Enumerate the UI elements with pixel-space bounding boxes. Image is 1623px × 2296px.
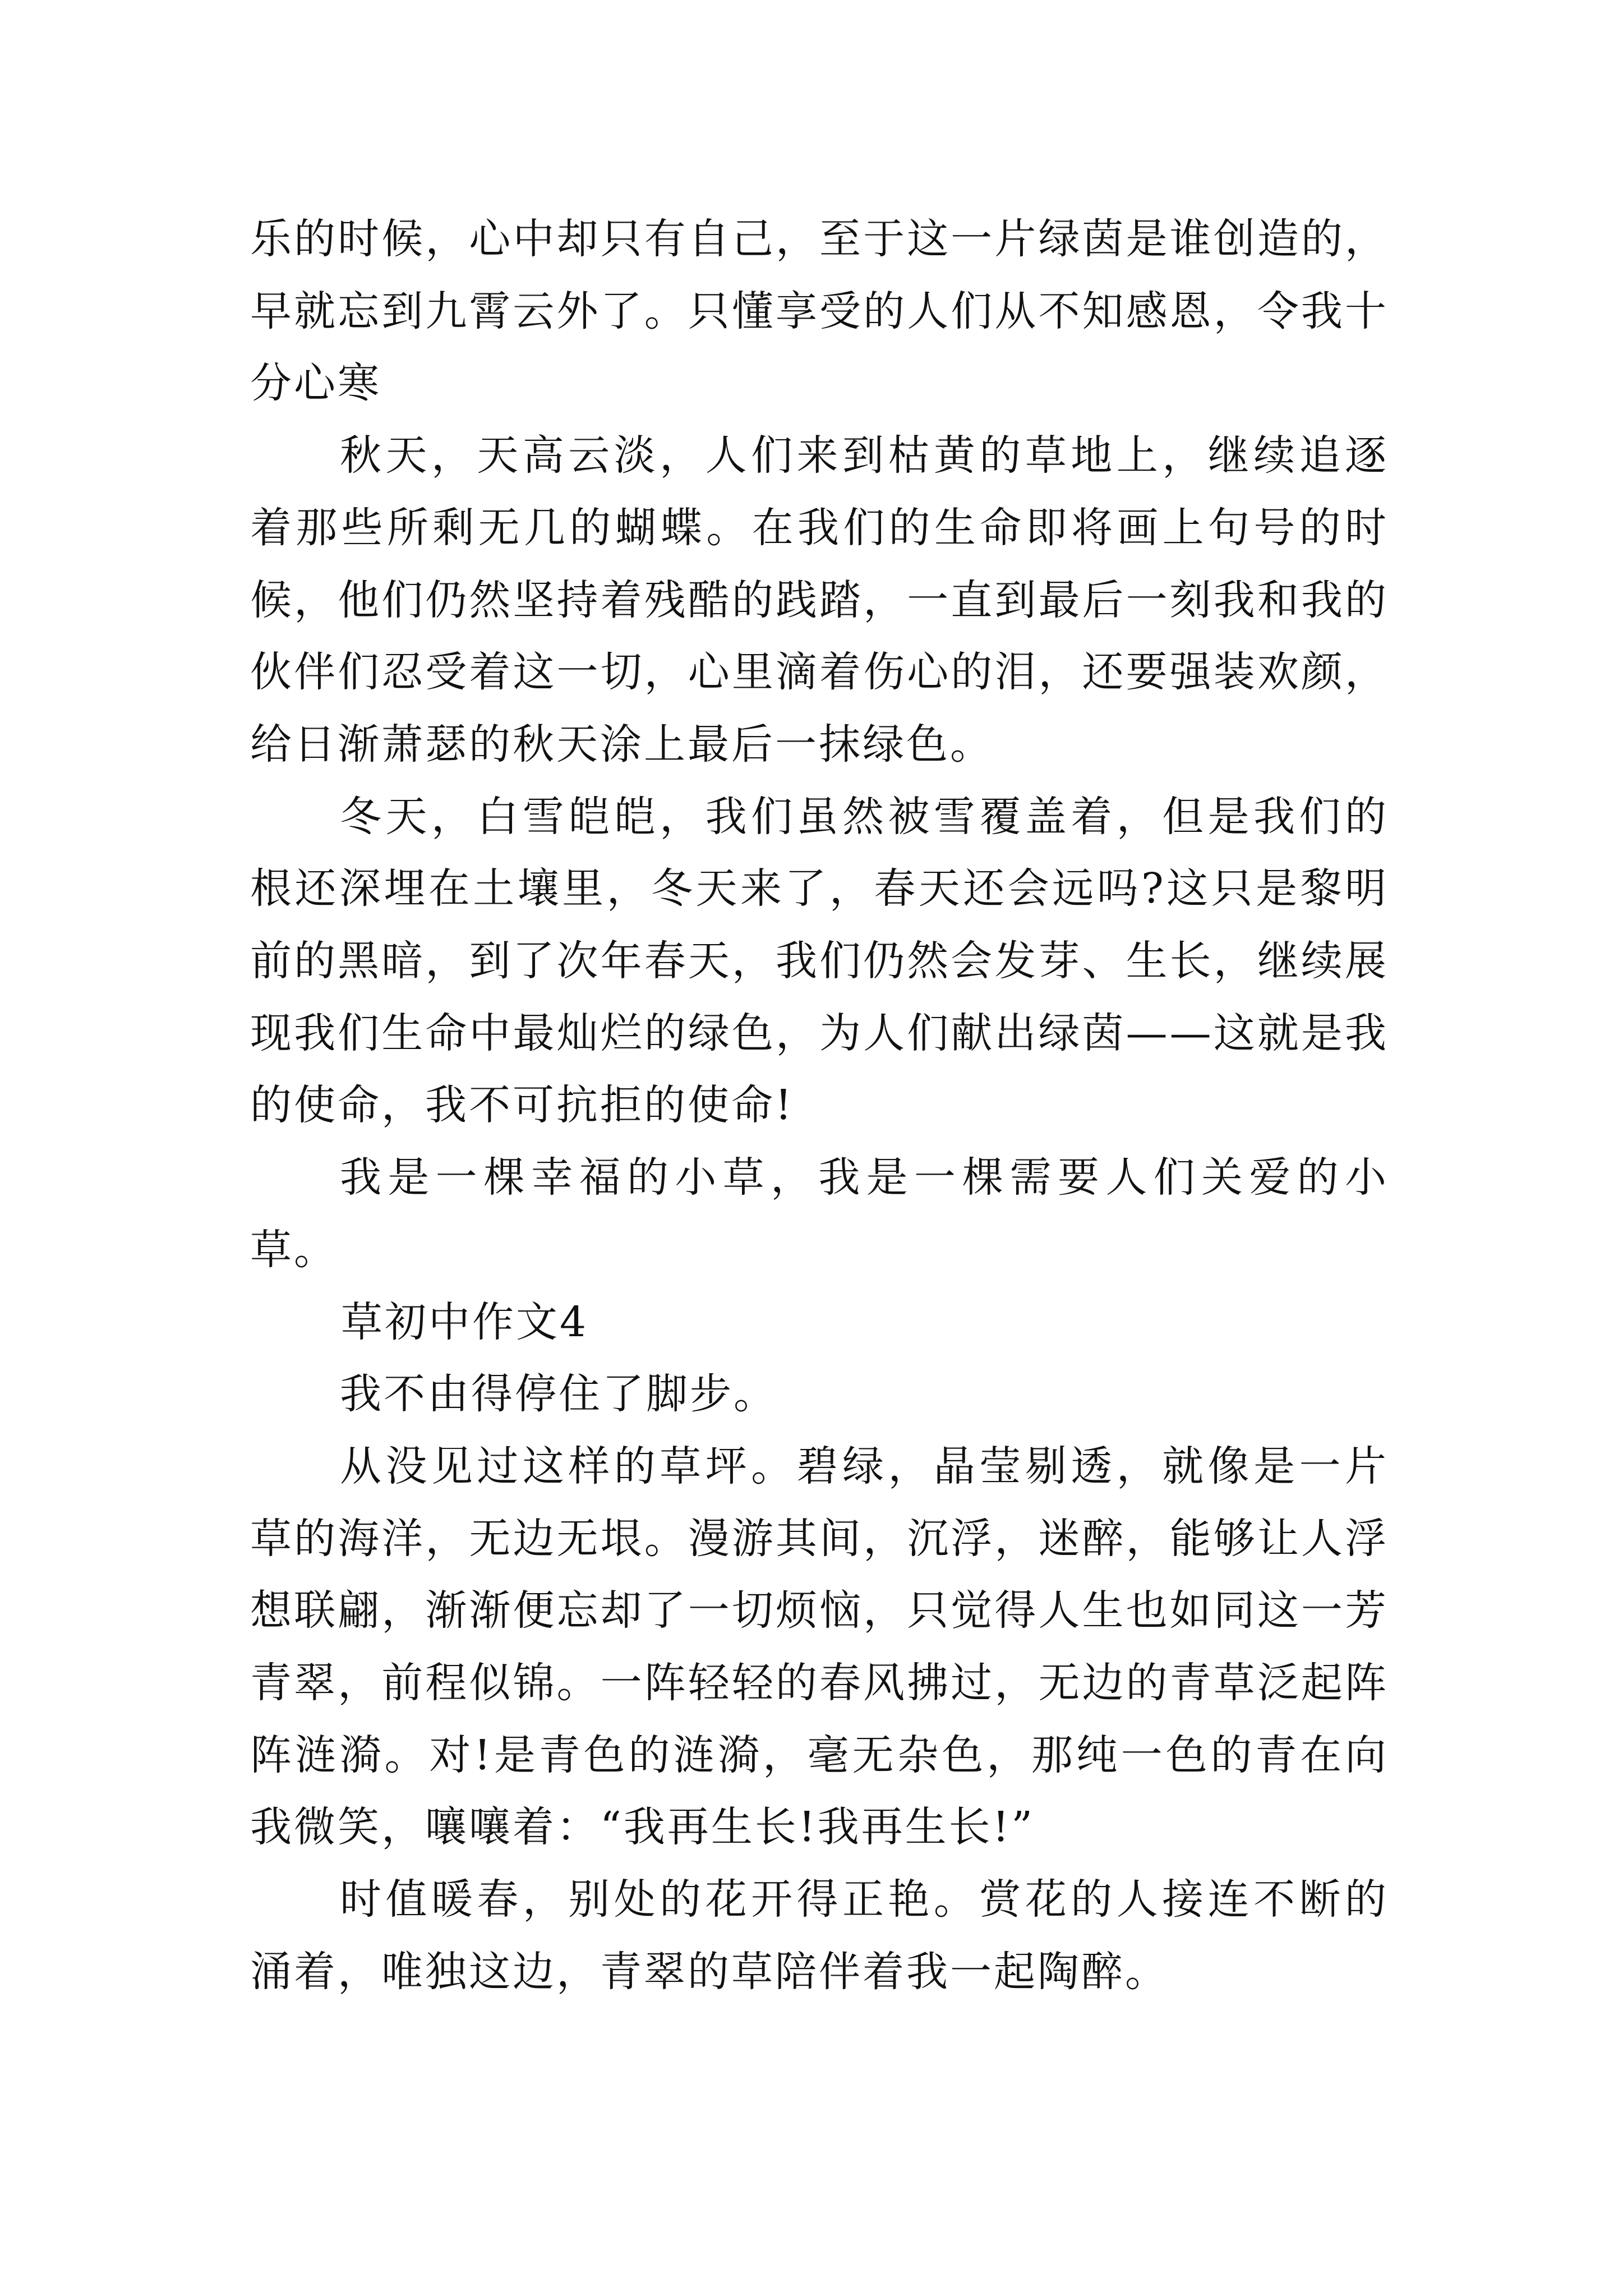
paragraph-happy-grass: 我是一棵幸福的小草，我是一棵需要人们关爱的小草。 [250,1153,1389,1274]
essay-heading: 草初中作文4 [341,1297,589,1346]
paragraph-lawn: 从没见过这样的草坪。碧绿，晶莹剔透，就像是一片草的海洋，无边无垠。漫游其间，沉浮，迷醉，能够让人浮想联翩，渐渐便忘却了一切烦恼，只觉得人生也如同这一芳青翠，前程似锦。一阵轻轻的春风拂过，无边的青草泛起阵阵涟漪。对!是青色的涟漪，毫无杂色，那纯一色的青在向我微笑，嚷嚷着：“我再生长!我再生长!” [250,1442,1389,1852]
paragraph-stopped: 我不由得停住了脚步。 [340,1370,777,1419]
paragraph-autumn: 秋天，天高云淡，人们来到枯黄的草地上，继续追逐着那些所剩无几的蝴蝶。在我们的生命即将画上句号的时候，他们仍然坚持着残酷的践踏，一直到最后一刻我和我的伙伴们忍受着这一切，心里滴着伤心的泪，还要强装欢颜，给日渐萧瑟的秋天涂上最后一抹绿色。 [250,431,1389,769]
paragraph-spring: 时值暖春，别处的花开得正艳。赏花的人接连不断的涌着，唯独这边，青翠的草陪伴着我一起陶醉。 [250,1875,1389,1996]
paragraph-1: 乐的时候，心中却只有自己，至于这一片绿茵是谁创造的，早就忘到九霄云外了。只懂享受的人们从不知感恩，令我十分心寒 [250,215,1389,408]
paragraph-winter: 冬天，白雪皑皑，我们虽然被雪覆盖着，但是我们的根还深埋在土壤里，冬天来了，春天还会远吗?这只是黎明前的黑暗，到了次年春天，我们仍然会发芽、生长，继续展现我们生命中最灿烂的绿色，为人们献出绿茵——这就是我的使命，我不可抗拒的使命! [250,792,1389,1130]
document-body [250,203,1389,2008]
